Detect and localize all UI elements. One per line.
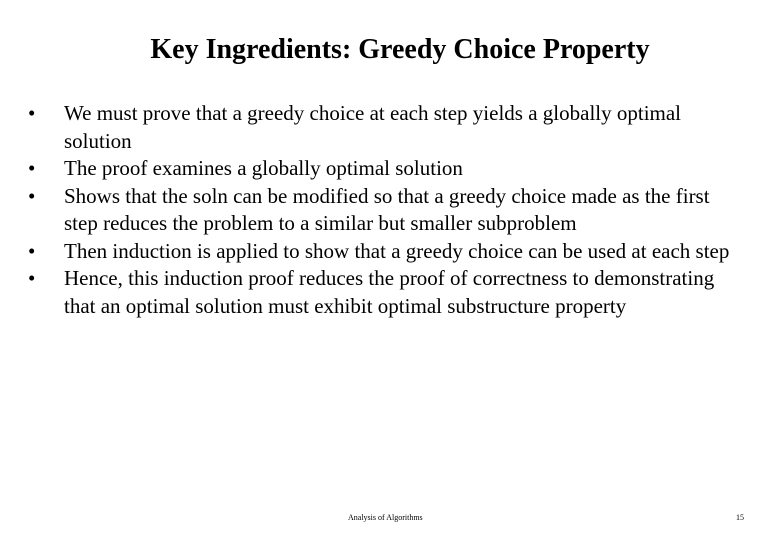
bullet-icon: • [28,238,36,263]
bullet-icon: • [28,156,36,180]
bullet-item [28,238,748,266]
bullet-text: We must prove that a greedy choice at each step yields a globally optimal solution [64,101,682,153]
bullet-text: Shows that the soln can be modified so that a greedy choice made as the first step reduces the problem to a similar but smaller subproblem [64,183,710,235]
bullet-text: The proof examines a globally optimal solution [64,156,463,180]
bullet-item [28,183,748,238]
bullet-list [28,100,748,320]
footer-course-name: Analysis of Algorithms [348,513,423,522]
bullet-item [28,265,748,320]
bullet-text: Then induction is applied to show that a greedy choice can be used at each step [64,238,730,263]
bullet-icon: • [28,101,36,125]
slide-title: Key Ingredients: Greedy Choice Property [150,34,650,65]
bullet-text: Hence, this induction proof reduces the proof of correctness to demonstrating that an optimal solution must exhibit optimal substructure property [64,266,715,318]
bullet-item [28,155,748,183]
bullet-item [28,100,748,155]
footer-page-number: 15 [736,513,744,522]
bullet-icon: • [28,266,36,290]
bullet-icon: • [28,183,36,208]
